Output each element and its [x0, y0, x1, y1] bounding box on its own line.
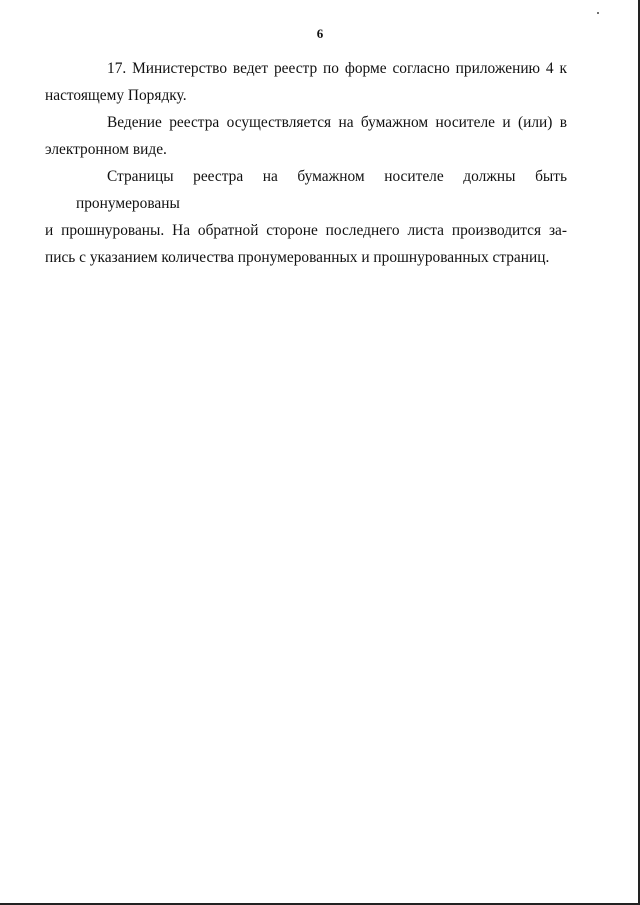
paragraph-line: Страницы реестра на бумажном носителе должны быть пронумерованы — [76, 168, 567, 212]
paragraph-register-form — [45, 109, 567, 163]
paragraph-line: и прошнурованы. На обратной стороне последнего листа производится за- — [45, 222, 567, 239]
paragraph-line: пись с указанием количества пронумерованных и прошнурованных страниц. — [45, 249, 550, 266]
document-body — [45, 55, 567, 271]
scan-speck — [597, 12, 599, 14]
paragraph-17 — [45, 55, 567, 109]
page-number: 6 — [316, 26, 324, 41]
paragraph-line: 17. Министерство ведет реестр по форме согласно приложению 4 к — [107, 60, 567, 77]
paragraph-line: Ведение реестра осуществляется на бумажном носителе и (или) в — [107, 114, 567, 131]
paragraph-register-pages — [45, 163, 567, 271]
paragraph-line: настоящему Порядку. — [45, 87, 187, 104]
paragraph-line: электронном виде. — [45, 141, 167, 158]
